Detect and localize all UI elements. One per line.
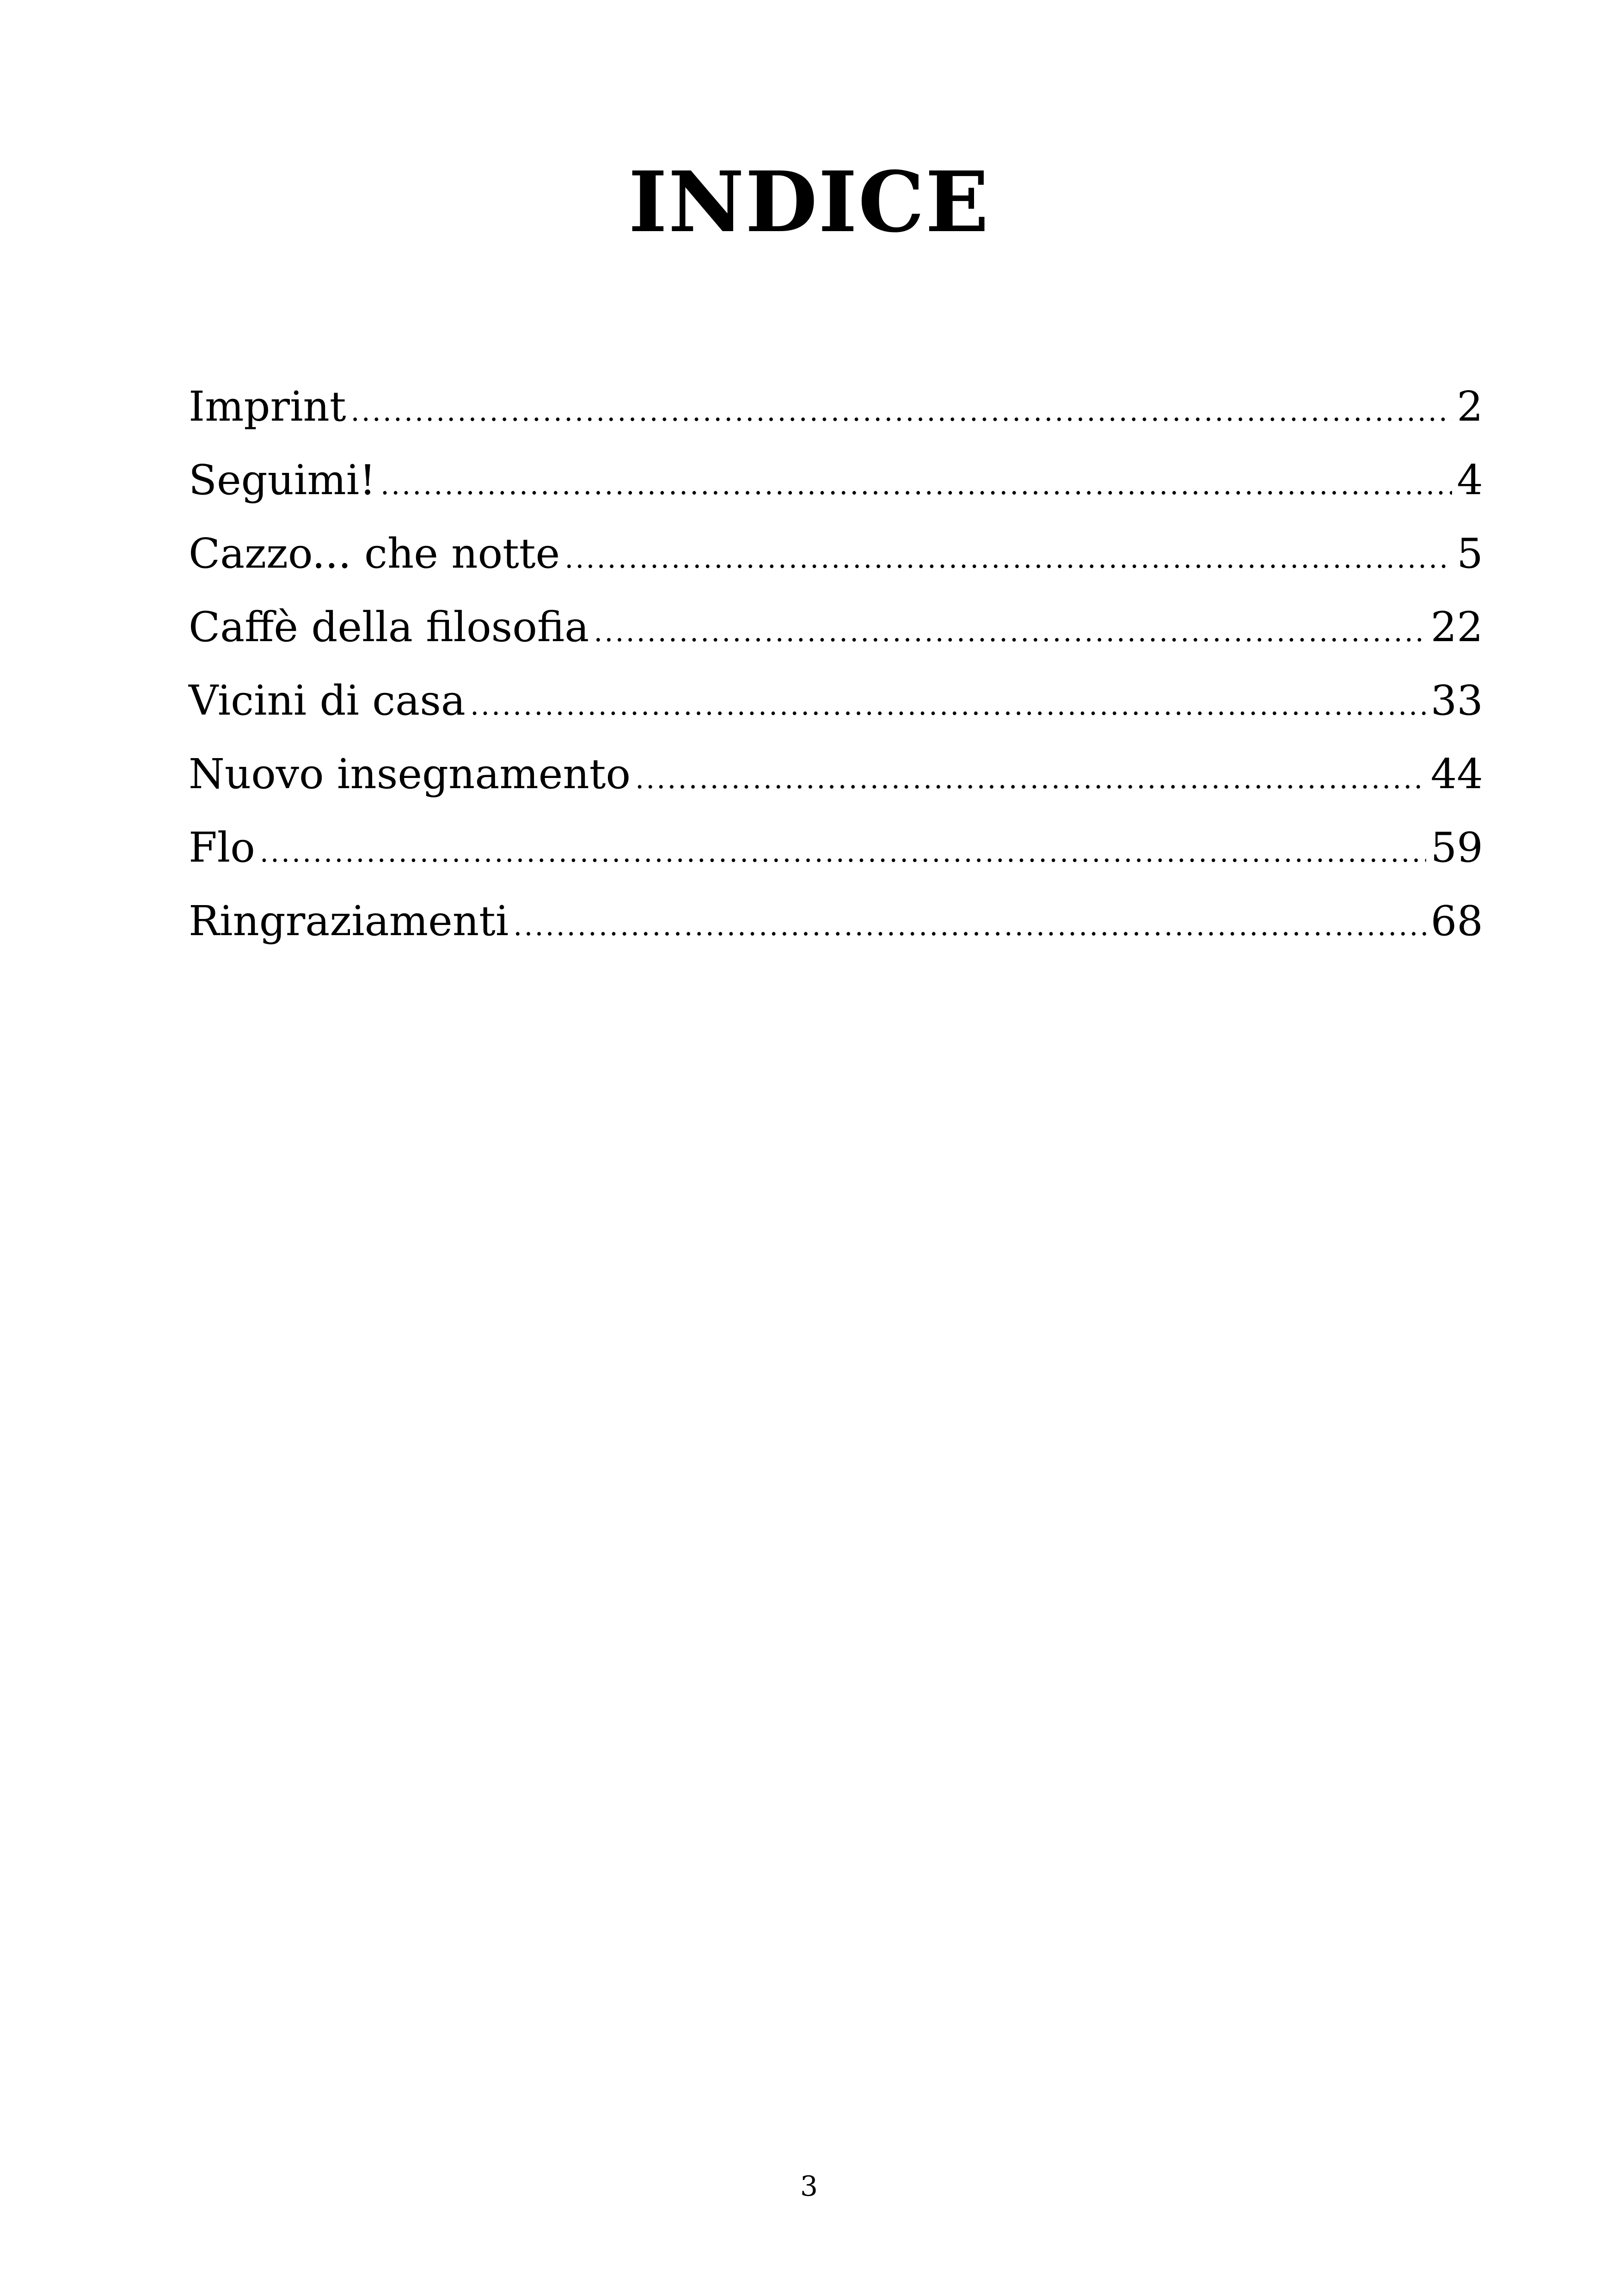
toc-entry-title: Cazzo... che notte — [189, 529, 560, 577]
toc-entry-page: 68 — [1430, 897, 1483, 945]
toc-entry[interactable] — [189, 737, 1483, 811]
toc-entry-page: 33 — [1430, 676, 1483, 724]
table-of-contents — [189, 370, 1483, 958]
toc-dot-leader — [380, 448, 1452, 522]
toc-entry[interactable] — [189, 517, 1483, 590]
toc-entry-title: Nuovo insegnamento — [189, 750, 631, 798]
toc-dot-leader — [470, 669, 1426, 742]
toc-entry-page: 4 — [1457, 456, 1483, 504]
toc-entry-title: Caffè della filosofia — [189, 603, 589, 651]
toc-dot-leader — [351, 375, 1453, 448]
toc-entry-title: Ringraziamenti — [189, 897, 509, 945]
page-title: INDICE — [628, 153, 990, 251]
page-number: 3 — [800, 2170, 818, 2203]
toc-entry-title: Imprint — [189, 382, 346, 430]
toc-entry-title: Vicini di casa — [189, 676, 466, 724]
toc-dot-leader — [635, 742, 1426, 816]
toc-dot-leader — [513, 889, 1426, 963]
toc-entry-page: 44 — [1430, 750, 1483, 798]
toc-entry[interactable] — [189, 664, 1483, 737]
toc-entry-page: 59 — [1430, 823, 1483, 871]
toc-dot-leader — [564, 522, 1452, 595]
toc-dot-leader — [260, 816, 1426, 889]
toc-entry-page: 22 — [1430, 603, 1483, 651]
toc-entry-title: Flo — [189, 823, 255, 871]
toc-dot-leader — [594, 595, 1426, 669]
toc-entry[interactable] — [189, 811, 1483, 884]
toc-entry[interactable] — [189, 884, 1483, 958]
toc-entry-page: 2 — [1457, 382, 1483, 430]
toc-entry[interactable] — [189, 443, 1483, 517]
toc-entry[interactable] — [189, 370, 1483, 443]
toc-entry-page: 5 — [1457, 529, 1483, 577]
toc-entry-title: Seguimi! — [189, 456, 376, 504]
toc-entry[interactable] — [189, 590, 1483, 664]
